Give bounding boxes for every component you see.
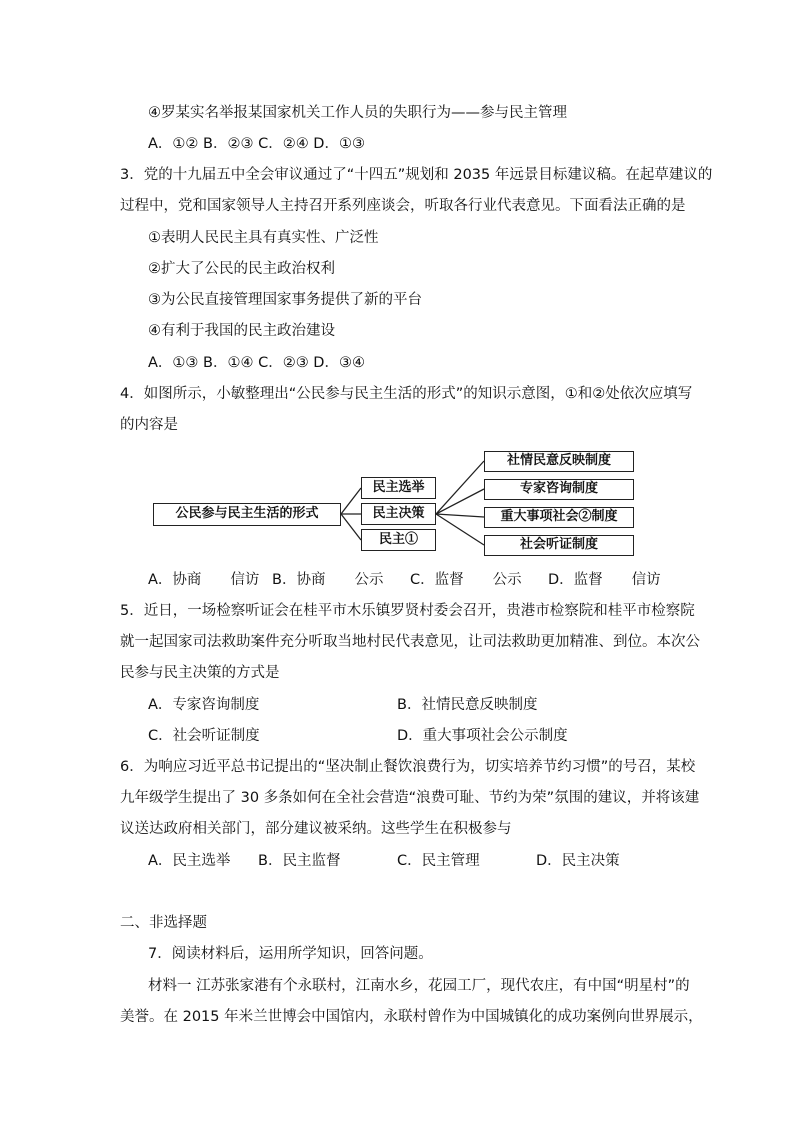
- q4-stem-line-2: 的内容是: [120, 417, 178, 433]
- q4-option-b: B．协商 公示: [272, 572, 384, 588]
- q7-material-line-1: 材料一 江苏张家港有个永联村，江南水乡，花园工厂，现代农庄，有中国“明星村”的: [148, 978, 690, 994]
- q7-material-line-2: 美誉。在 2015 年米兰世博会中国馆内，永联村曾作为中国城镇化的成功案例向世界展示，: [120, 1009, 703, 1025]
- q4-option-c: C．监督 公示: [410, 572, 522, 588]
- q3-item-1: ①表明人民民主具有真实性、广泛性: [148, 230, 379, 246]
- q5-stem-line-3: 民参与民主决策的方式是: [120, 665, 280, 681]
- diagram-right-node-2: 专家咨询制度: [484, 479, 634, 500]
- q2-options: A．①② B．②③ C．②④ D．①③: [148, 136, 365, 152]
- connector-decision-to-r2: [436, 489, 484, 514]
- diagram-right-node-3: 重大事项社会②制度: [484, 507, 634, 528]
- q5-stem-line-2: 就一起国家司法救助案件充分听取当地村民代表意见，让司法救助更加精准、到位。本次公: [120, 634, 700, 650]
- q3-item-2: ②扩大了公民的民主政治权利: [148, 261, 335, 277]
- connector-root-to-supervision: [341, 514, 361, 540]
- diagram-right-node-1: 社情民意反映制度: [484, 451, 634, 472]
- q3-stem-line-2: 过程中，党和国家领导人主持召开系列座谈会，听取各行业代表意见。下面看法正确的是: [120, 198, 686, 214]
- connector-decision-to-r4: [436, 514, 484, 545]
- q4-option-d: D．监督 信访: [548, 572, 661, 588]
- q6-stem-line-1: 6．为响应习近平总书记提出的“坚决制止餐饮浪费行为，切实培养节约习惯”的号召，某校: [120, 759, 696, 775]
- q6-option-b: B．民主监督: [258, 853, 341, 869]
- q6-option-d: D．民主决策: [536, 853, 620, 869]
- diagram-node-decision: 民主决策: [361, 503, 436, 525]
- q6-stem-line-2: 九年级学生提出了 30 多条如何在全社会营造“浪费可耻、节约为荣”氛围的建议，并将该建: [120, 790, 700, 806]
- section-2-heading: 二、非选择题: [120, 915, 207, 931]
- q5-stem-line-1: 5．近日，一场检察听证会在桂平市木乐镇罗贤村委会召开，贵港市检察院和桂平市检察院: [120, 603, 695, 619]
- connector-root-to-election: [341, 488, 361, 514]
- q3-options: A．①③ B．①④ C．②③ D．③④: [148, 355, 365, 371]
- q4-option-a: A．协商 信访: [148, 572, 260, 588]
- diagram-root-box: 公民参与民主生活的形式: [153, 503, 341, 526]
- q4-stem-line-1: 4．如图所示，小敏整理出“公民参与民主生活的形式”的知识示意图，①和②处依次应填写: [120, 386, 693, 402]
- connector-decision-to-r1: [436, 461, 484, 514]
- q5-option-b: B．社情民意反映制度: [397, 697, 538, 713]
- q3-stem-line-1: 3．党的十九届五中全会审议通过了“十四五”规划和 2035 年远景目标建议稿。在起草建议的: [120, 167, 713, 183]
- diagram-right-node-4: 社会听证制度: [484, 535, 634, 556]
- q5-option-a: A．专家咨询制度: [148, 697, 260, 713]
- q6-stem-line-3: 议送达政府相关部门，部分建议被采纳。这些学生在积极参与: [120, 821, 512, 837]
- q5-option-c: C．社会听证制度: [148, 728, 260, 744]
- diagram-node-blank-1: 民主①: [361, 529, 436, 551]
- q6-option-a: A．民主选举: [148, 853, 231, 869]
- connector-decision-to-r3: [436, 514, 484, 517]
- diagram-node-election: 民主选举: [361, 477, 436, 499]
- q2-item-4: ④罗某实名举报某国家机关工作人员的失职行为——参与民主管理: [148, 105, 567, 121]
- q3-item-4: ④有利于我国的民主政治建设: [148, 323, 335, 339]
- q6-option-c: C．民主管理: [397, 853, 480, 869]
- q7-stem: 7．阅读材料后，运用所学知识，回答问题。: [148, 946, 433, 962]
- q3-item-3: ③为公民直接管理国家事务提供了新的平台: [148, 292, 422, 308]
- q5-option-d: D．重大事项社会公示制度: [397, 728, 568, 744]
